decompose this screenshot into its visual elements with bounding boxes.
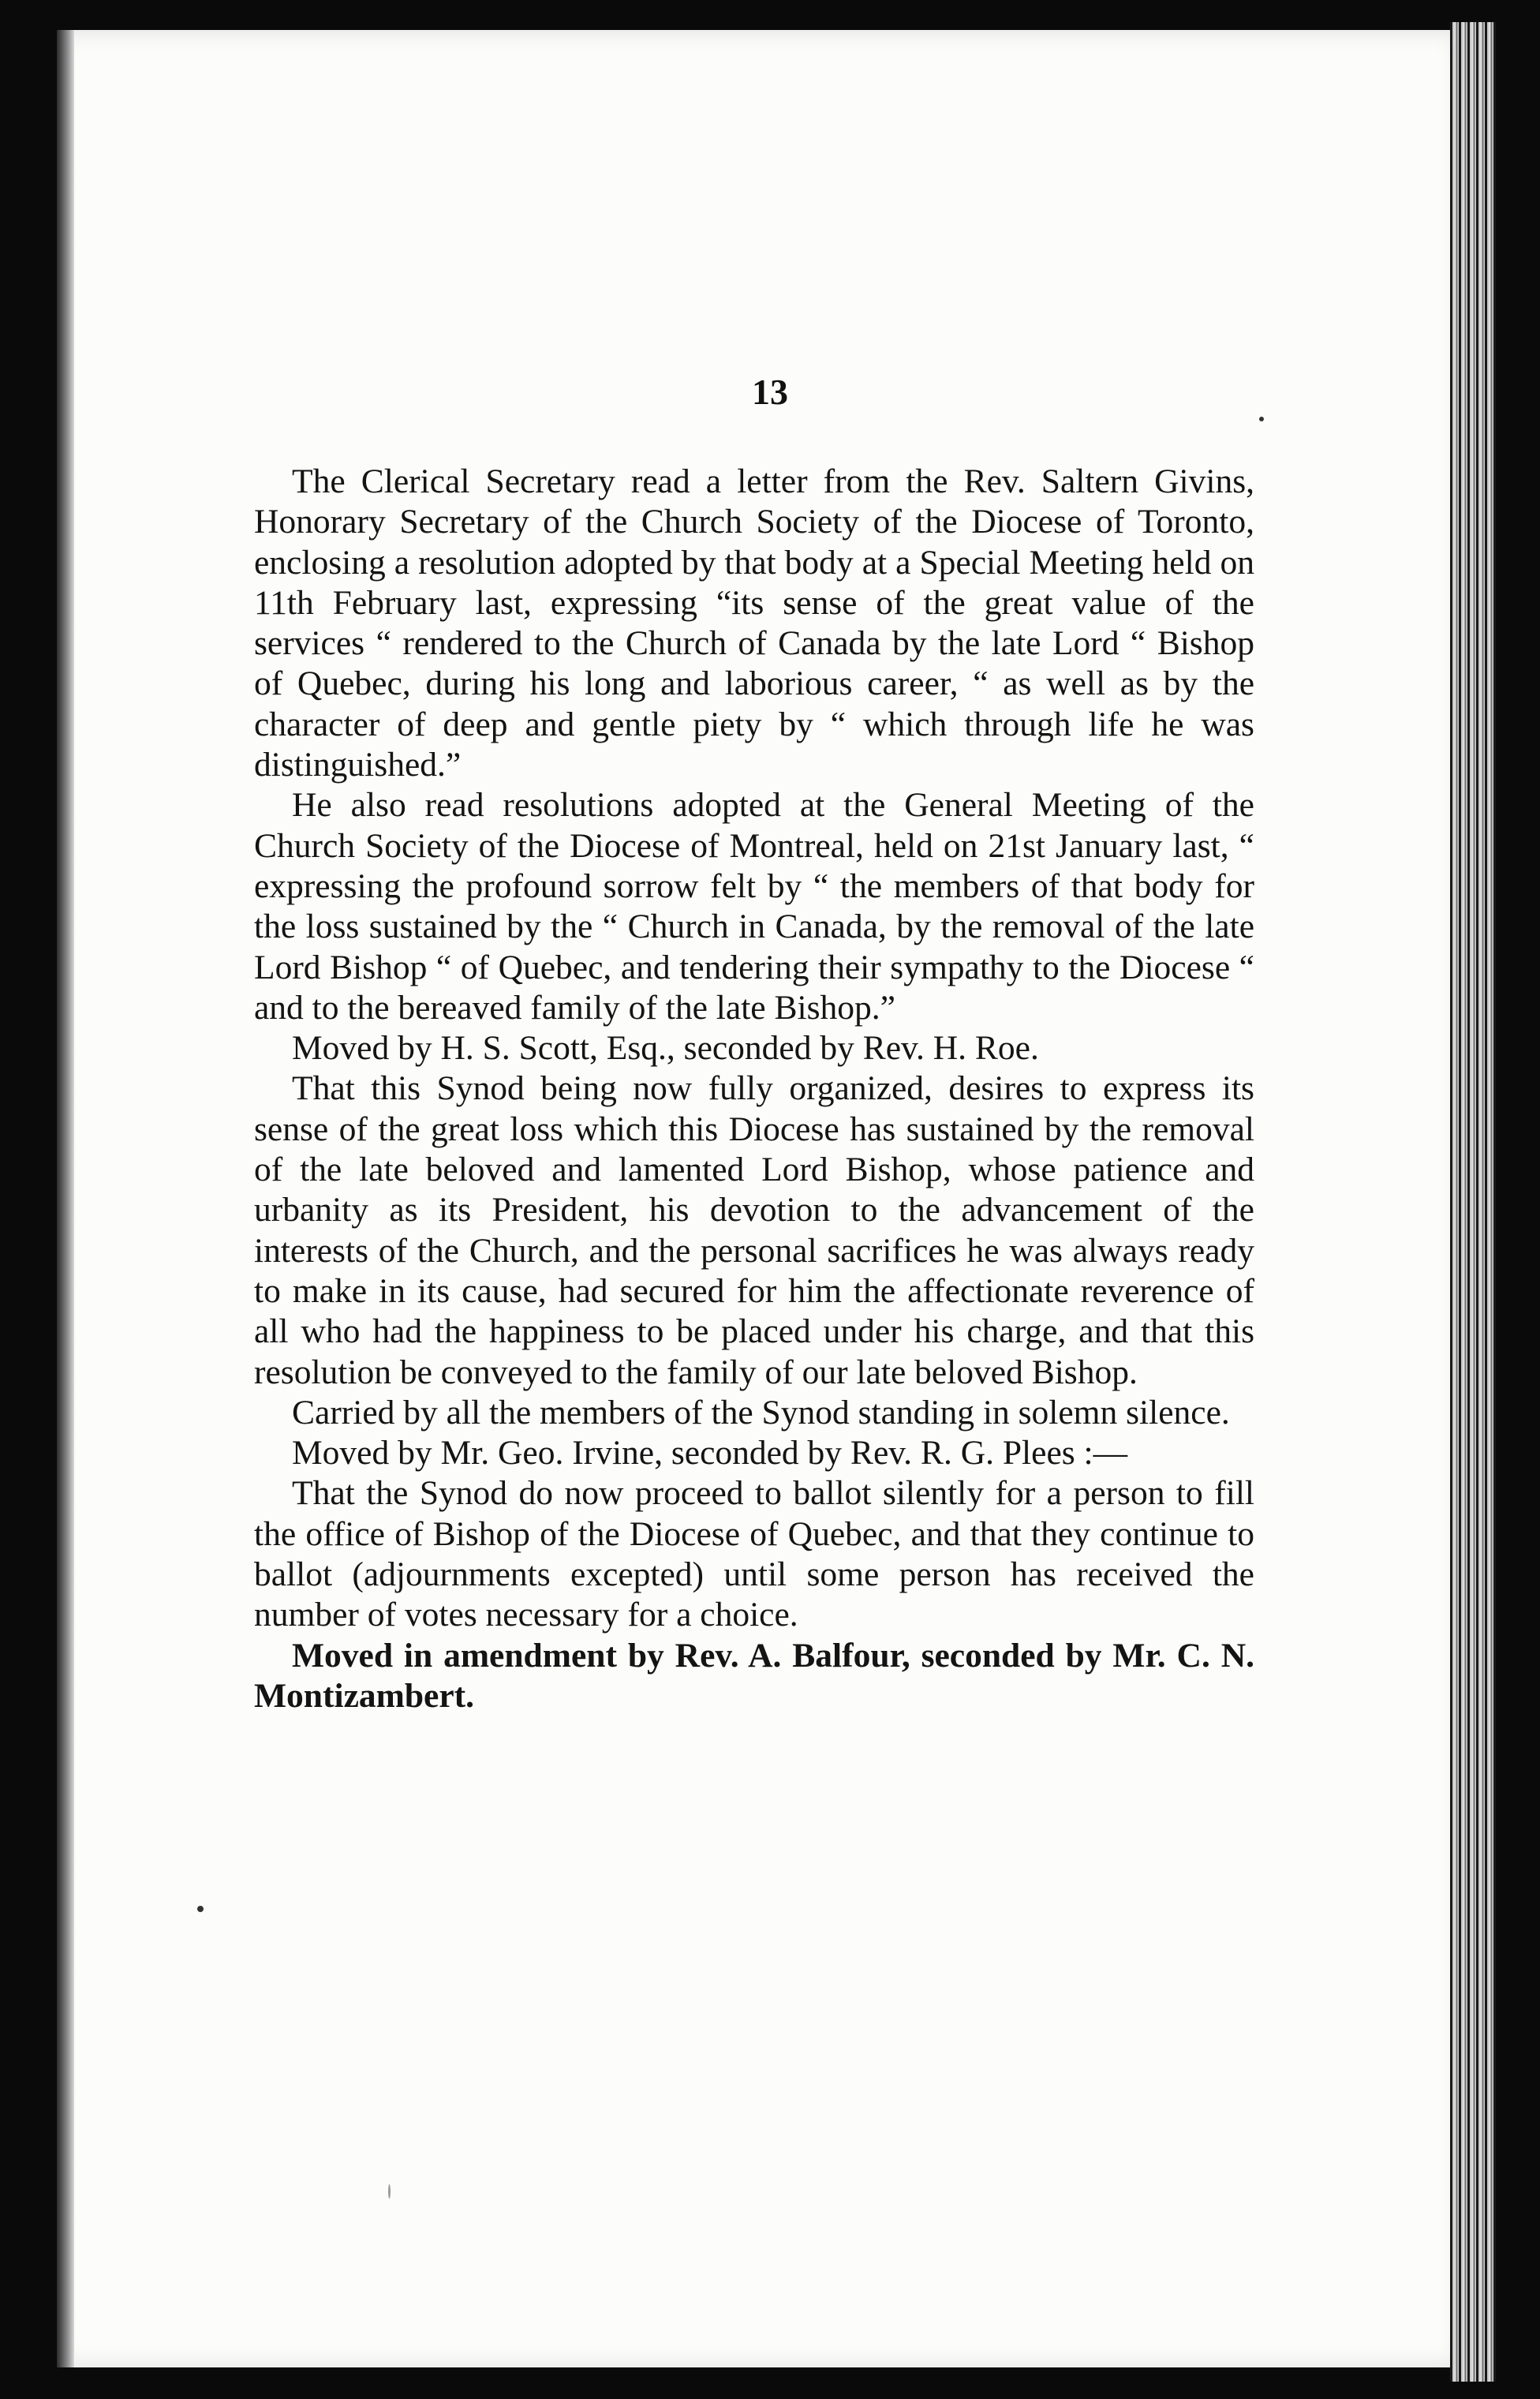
paragraph-carried: Carried by all the members of the Synod standing in solemn silence. <box>292 1393 1230 1432</box>
paragraph-amendment-balfour: Moved in amendment by Rev. A. Balfour, seconded by Mr. C. N. Montizambert. <box>254 1636 1254 1715</box>
paragraph-motion-scott: Moved by H. S. Scott, Esq., seconded by Rev. H. Roe. <box>292 1029 1039 1068</box>
print-speck <box>388 2184 391 2199</box>
body-text <box>254 462 1254 1716</box>
print-speck <box>1259 417 1264 421</box>
paragraph-synod-resolution: That this Synod being now fully organized, desires to express its sense of the great loss which this Diocese has sustained by the removal of the late beloved and lamented Lord Bishop, whose patience and urbanity as its President, his devotion to the advancement of the interests of the Church, and the personal sacrifices he was always ready to make in its cause, had secured for him the affectionate reverence of all who had the happiness to be placed under his charge, and that this resolution be conveyed to the family of our late beloved Bishop. <box>254 1069 1254 1391</box>
page-number: 13 <box>752 372 788 412</box>
paragraph-motion-irvine: Moved by Mr. Geo. Irvine, seconded by Rev. R. G. Plees :— <box>292 1434 1128 1473</box>
print-speck <box>197 1906 204 1912</box>
paragraph-resolutions-montreal: He also read resolutions adopted at the General Meeting of the Church Society of the Diocese of Montreal, held on 21st January last, “ expressing the profound sorrow felt by “ the members of that body for the loss sustained by the “ Church in Canada, by the removal of the late Lord Bishop “ of Quebec, and tendering their sympathy to the Diocese “ and to the bereaved family of the late Bishop.” <box>254 786 1254 1027</box>
paragraph-ballot-resolution: That the Synod do now proceed to ballot silently for a person to fill the office of Bishop of the Diocese of Quebec, and that they continue to ballot (adjournments excepted) until some person has received the number of votes necessary for a choice. <box>254 1474 1254 1634</box>
paragraph-letter-toronto: The Clerical Secretary read a letter from the Rev. Saltern Givins, Honorary Secretary of the Church Society of the Diocese of Toronto, enclosing a resolution adopted by that body at a Special Meeting held on 11th February last, expressing “its sense of the great value of the services “ rendered to the Church of Canada by the late Lord “ Bishop of Quebec, during his long and laborious career, “ as well as by the character of deep and gentle piety by “ which through life he was distinguished.” <box>254 462 1254 784</box>
